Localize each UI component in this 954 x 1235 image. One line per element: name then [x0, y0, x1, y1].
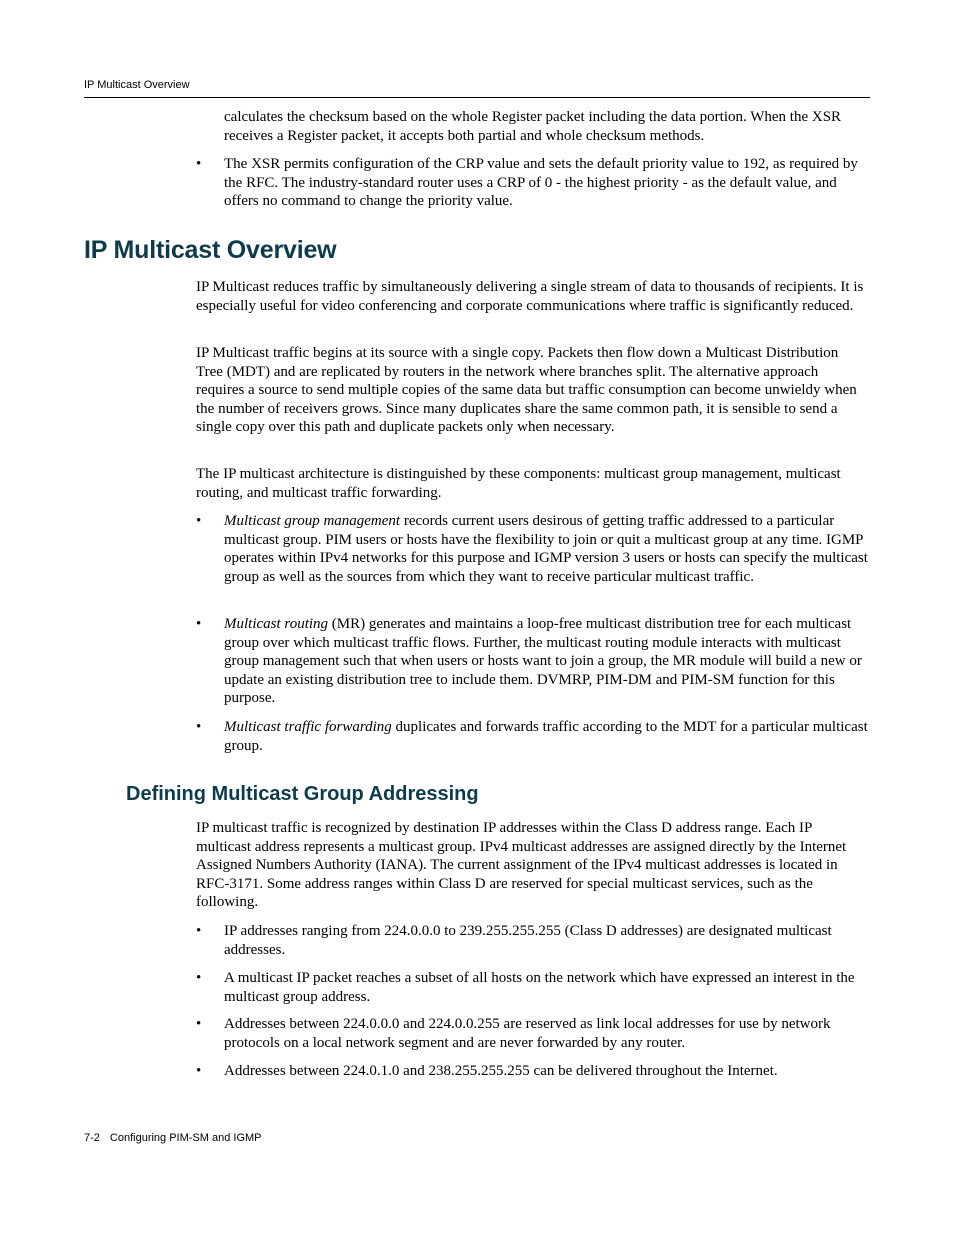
bullet-marker: •: [196, 513, 202, 529]
list-item: [196, 155, 868, 211]
term-description: duplicates and forwards traffic according to the MDT for a particular multicast group.: [224, 719, 868, 754]
list-item: [196, 1015, 868, 1052]
list-item: [196, 615, 868, 708]
list-item: [196, 718, 868, 755]
term-description: records current users desirous of getting traffic addressed to a particular multicast group. PIM users or hosts have the flexibility to join or quit a multicast group at any time. IGMP operates within IPv4 networks for this purpose and IGMP version 3 users or hosts can specify the multicast group as well as the sources from which they want to receive particular multicast traffic.: [224, 513, 868, 585]
list-item-text: [224, 718, 868, 755]
paragraph: IP multicast traffic is recognized by destination IP addresses within the Class D address range. Each IP multicast address represents a multicast group. IPv4 multicast addresses are assigned directly by the Internet Assigned Numbers Authority (IANA). The current assignment of the IPv4 multicast addresses is located in RFC-3171. Some address ranges within Class D are reserved for special multicast services, such as the following.: [196, 820, 847, 911]
list-item-text: Addresses between 224.0.1.0 and 238.255.255.255 can be delivered throughout the Internet.: [224, 1063, 778, 1079]
chapter-title: Configuring PIM-SM and IGMP: [109, 1132, 262, 1144]
header-rule: [84, 97, 870, 98]
running-header: IP Multicast Overview: [84, 79, 190, 91]
continuation-paragraph: calculates the checksum based on the whole Register packet including the data portion. When the XSR receives a Register packet, it accepts both partial and whole checksum methods.: [224, 109, 842, 144]
list-item-text: [224, 615, 868, 708]
list-item-text: A multicast IP packet reaches a subset of all hosts on the network which have expressed an interest in the multicast group address.: [224, 970, 855, 1005]
bullet-marker: •: [196, 970, 202, 986]
running-footer: [84, 1132, 262, 1144]
term: Multicast traffic forwarding: [224, 719, 392, 735]
subsection-heading: Defining Multicast Group Addressing: [126, 783, 479, 805]
list-item: [196, 969, 868, 1006]
bullet-marker: •: [196, 923, 202, 939]
list-item: [196, 1062, 868, 1081]
bullet-marker: •: [196, 616, 202, 632]
list-item-text: Addresses between 224.0.0.0 and 224.0.0.255 are reserved as link local addresses for use by network protocols on a local network segment and are never forwarded by any router.: [224, 1016, 831, 1051]
section-heading: IP Multicast Overview: [84, 236, 337, 264]
paragraph: The IP multicast architecture is distinguished by these components: multicast group management, multicast routing, and multicast traffic forwarding.: [196, 466, 841, 501]
page-number: 7-2: [84, 1132, 100, 1144]
paragraph: IP Multicast reduces traffic by simultaneously delivering a single stream of data to thousands of recipients. It is especially useful for video conferencing and corporate communications where traffic is significantly reduced.: [196, 279, 864, 314]
list-item-text: The XSR permits configuration of the CRP value and sets the default priority value to 192, as required by the RFC. The industry-standard router uses a CRP of 0 - the highest priority - as the default value, and offers no command to change the priority value.: [224, 156, 858, 210]
bullet-marker: •: [196, 1016, 202, 1032]
list-item: [196, 922, 868, 959]
bullet-marker: •: [196, 1063, 202, 1079]
list-item: [196, 512, 868, 586]
term-description: (MR) generates and maintains a loop-free multicast distribution tree for each multicast group over which multicast traffic flows. Further, the multicast routing module interacts with multicast group management such that when users or hosts want to join a group, the MR module will build a new or update an existing distribution tree to include them. DVMRP, PIM-DM and PIM-SM function for this purpose.: [224, 616, 862, 707]
term: Multicast group management: [224, 513, 401, 529]
list-item-text: [224, 512, 868, 586]
list-item-text: IP addresses ranging from 224.0.0.0 to 239.255.255.255 (Class D addresses) are designated multicast addresses.: [224, 923, 832, 958]
bullet-marker: •: [196, 719, 202, 735]
term: Multicast routing: [224, 616, 329, 632]
bullet-marker: •: [196, 156, 202, 172]
paragraph: IP Multicast traffic begins at its source with a single copy. Packets then flow down a Multicast Distribution Tree (MDT) and are replicated by routers in the network where branches split. The alternative approach requires a source to send multiple copies of the same data but traffic consumption can become unwieldy when the number of receivers grows. Since many duplicates share the same common path, it is sensible to send a single copy over this path and duplicate packets only when necessary.: [196, 345, 857, 436]
